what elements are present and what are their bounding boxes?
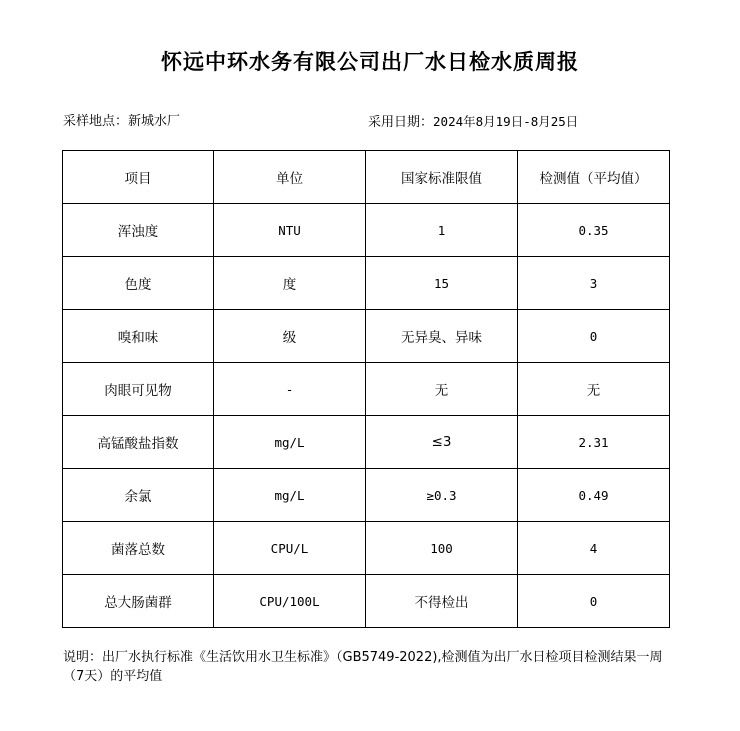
sampling-location xyxy=(63,113,180,131)
cell-unit: NTU xyxy=(214,204,366,257)
cell-unit: mg/L xyxy=(214,469,366,522)
table-row xyxy=(63,575,670,628)
cell-standard-limit: 1 xyxy=(366,204,518,257)
table-row xyxy=(63,257,670,310)
cell-unit: - xyxy=(214,363,366,416)
table-row xyxy=(63,363,670,416)
sampling-date-value: 2024年8月19日-8月25日 xyxy=(433,114,579,129)
cell-item: 余氯 xyxy=(63,469,214,522)
cell-standard-limit: ≥0.3 xyxy=(366,469,518,522)
header-item: 项目 xyxy=(63,151,214,204)
cell-measured-value: 0.49 xyxy=(518,469,670,522)
cell-standard-limit: 无 xyxy=(366,363,518,416)
cell-standard-limit: 15 xyxy=(366,257,518,310)
cell-measured-value: 4 xyxy=(518,522,670,575)
page-title: 怀远中环水务有限公司出厂水日检水质周报 xyxy=(161,50,579,74)
cell-measured-value: 0 xyxy=(518,575,670,628)
sampling-date-label: 采用日期： xyxy=(368,115,434,130)
cell-item: 高锰酸盐指数 xyxy=(63,416,214,469)
sampling-date xyxy=(368,113,578,132)
cell-standard-limit: ≤3 xyxy=(366,416,518,469)
cell-item: 菌落总数 xyxy=(63,522,214,575)
cell-item: 总大肠菌群 xyxy=(63,575,214,628)
table-row xyxy=(63,310,670,363)
cell-unit: CPU/100L xyxy=(214,575,366,628)
sampling-location-value: 新城水厂 xyxy=(128,114,181,129)
table-row xyxy=(63,204,670,257)
footnote: 说明：出厂水执行标准《生活饮用水卫生标准》（GB5749-2022),检测值为出厂水日检项目检测结果一周（7天）的平均值 xyxy=(63,650,663,684)
cell-item: 肉眼可见物 xyxy=(63,363,214,416)
cell-standard-limit: 不得检出 xyxy=(366,575,518,628)
cell-standard-limit: 100 xyxy=(366,522,518,575)
cell-measured-value: 0 xyxy=(518,310,670,363)
cell-unit: mg/L xyxy=(214,416,366,469)
table-row xyxy=(63,522,670,575)
cell-standard-limit: 无异臭、异味 xyxy=(366,310,518,363)
cell-measured-value: 2.31 xyxy=(518,416,670,469)
table-row xyxy=(63,416,670,469)
cell-measured-value: 无 xyxy=(518,363,670,416)
header-unit: 单位 xyxy=(214,151,366,204)
table-row xyxy=(63,469,670,522)
cell-unit: CPU/L xyxy=(214,522,366,575)
header-measured-value: 检测值（平均值） xyxy=(518,151,670,204)
cell-item: 浑浊度 xyxy=(63,204,214,257)
cell-unit: 度 xyxy=(214,257,366,310)
cell-item: 色度 xyxy=(63,257,214,310)
water-quality-table xyxy=(62,150,670,628)
cell-item: 嗅和味 xyxy=(63,310,214,363)
cell-unit: 级 xyxy=(214,310,366,363)
header-standard-limit: 国家标准限值 xyxy=(366,151,518,204)
sampling-location-label: 采样地点： xyxy=(63,114,129,129)
cell-measured-value: 0.35 xyxy=(518,204,670,257)
table-header-row xyxy=(63,151,670,204)
cell-measured-value: 3 xyxy=(518,257,670,310)
